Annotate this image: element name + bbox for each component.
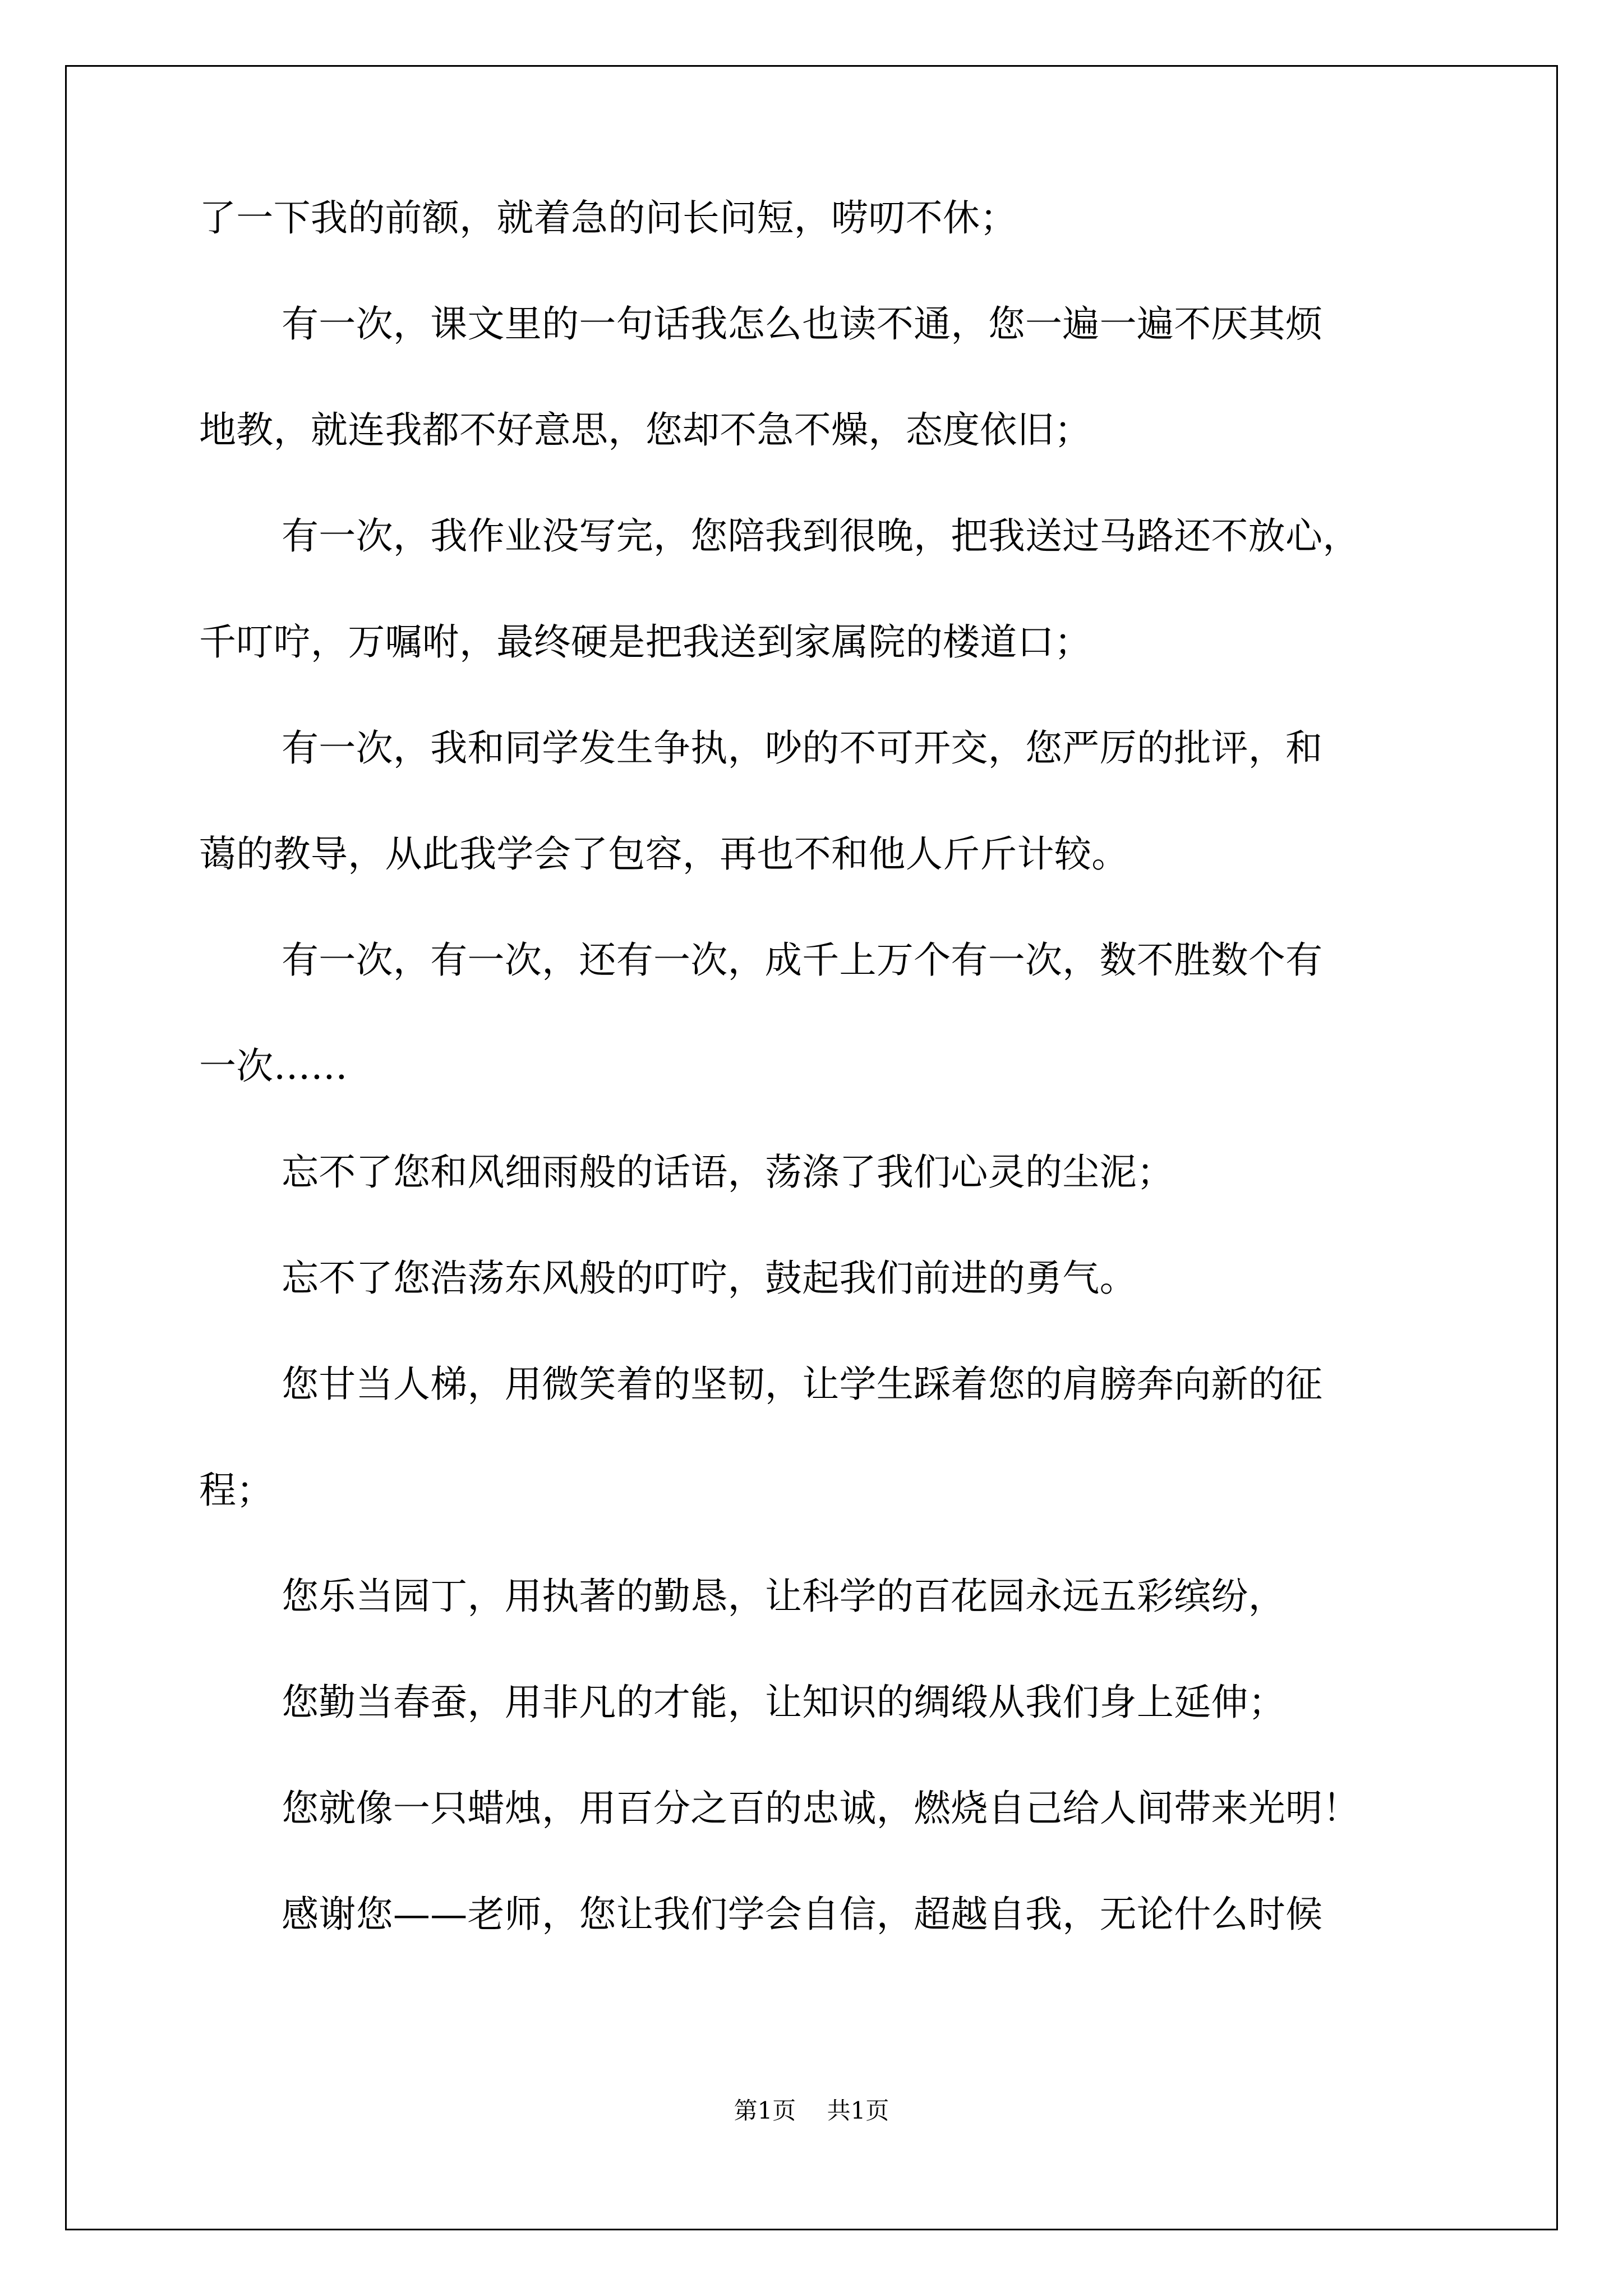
text-line: 千叮咛，万嘱咐，最终硬是把我送到家属院的楼道口； (199, 620, 1092, 664)
text-line: 有一次，有一次，还有一次，成千上万个有一次，数不胜数个有 (282, 938, 1323, 982)
text-line: 有一次，我作业没写完，您陪我到很晚，把我送过马路还不放心， (282, 514, 1360, 558)
text-line: 忘不了您和风细雨般的话语，荡涤了我们心灵的尘泥； (282, 1151, 1174, 1194)
text-line: 感谢您——老师，您让我们学会自信，超越自我，无论什么时候 (282, 1893, 1323, 1936)
text-line: 有一次，我和同学发生争执，吵的不可开交，您严厉的批评，和 (282, 726, 1323, 770)
text-line: 您乐当园丁，用执著的勤恳，让科学的百花园永远五彩缤纷， (282, 1575, 1286, 1618)
text-line: 蔼的教导，从此我学会了包容，再也不和他人斤斤计较。 (199, 832, 1129, 876)
text-line: 了一下我的前额，就着急的问长问短，唠叨不休； (199, 196, 1017, 240)
page-number-current: 第1页 (734, 2097, 796, 2124)
text-line: 一次…… (199, 1045, 348, 1088)
text-line: 忘不了您浩荡东风般的叮咛，鼓起我们前进的勇气。 (282, 1257, 1137, 1300)
text-line: 有一次，课文里的一句话我怎么也读不通，您一遍一遍不厌其烦 (282, 302, 1323, 346)
page-footer (0, 2097, 1623, 2125)
text-line: 地教，就连我都不好意思，您却不急不燥，态度依旧； (199, 408, 1092, 452)
document-body (199, 196, 1427, 2002)
text-line: 您就像一只蜡烛，用百分之百的忠诚，燃烧自己给人间带来光明！ (282, 1787, 1360, 1830)
text-line: 您甘当人梯，用微笑着的坚韧，让学生踩着您的肩膀奔向新的征 (282, 1363, 1323, 1406)
page-number-total: 共1页 (827, 2097, 889, 2124)
text-line: 您勤当春蚕，用非凡的才能，让知识的绸缎从我们身上延伸； (282, 1681, 1286, 1724)
text-line: 程； (199, 1469, 274, 1512)
